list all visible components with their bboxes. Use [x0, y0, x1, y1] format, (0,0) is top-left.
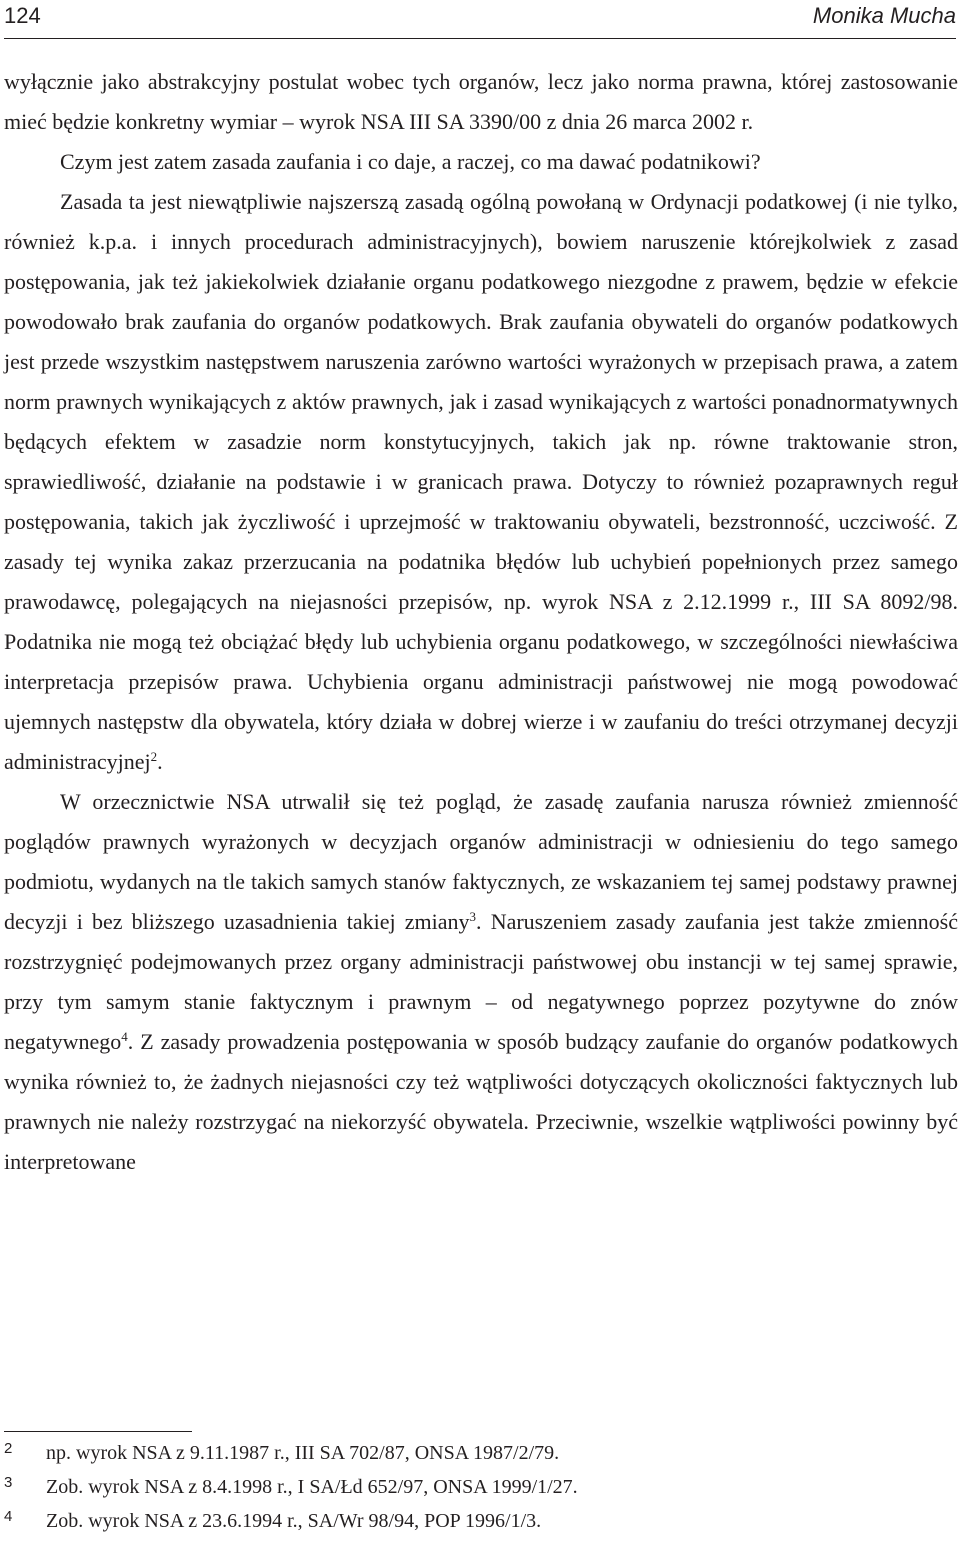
- paragraph-text: . Z zasady prowadzenia postępowania w sposób budzący zaufanie do organów podatkowych wynika również to, że żadnych niejasności czy też wątpliwości dotyczących okoliczności faktycznych lub prawnych nie należy rozstrzygać na niekorzyść obywatela. Przeciwnie, wszelkie wątpliwości powinny być interpretowane: [4, 1029, 958, 1174]
- paragraph-principle: [4, 182, 958, 782]
- footnote-text: Zob. wyrok NSA z 8.4.1998 r., I SA/Łd 652/97, ONSA 1999/1/27.: [46, 1476, 578, 1498]
- paragraph-continuation: [4, 62, 958, 142]
- paragraph-text: . Naruszeniem zasady zaufania jest także zmienność rozstrzygnięć podejmowanych przez organy administracji państwowej obu instancji w tej samej sprawie, przy tym samym stanie faktycznym i prawnym – od negatywnego poprzez pozytywne do znów negatywnego: [4, 909, 958, 1054]
- footnote-item: [4, 1440, 944, 1474]
- main-text: [4, 62, 958, 1182]
- footnote-number: 3: [4, 1474, 13, 1491]
- running-head-author: Monika Mucha: [812, 3, 956, 28]
- footnote-item: [4, 1508, 944, 1542]
- footnote-number: 2: [4, 1440, 13, 1457]
- footnote-number: 4: [4, 1508, 13, 1525]
- page-header: [4, 0, 956, 39]
- footnote-item: [4, 1474, 944, 1508]
- footnotes: [4, 1440, 944, 1542]
- footnote-text: Zob. wyrok NSA z 23.6.1994 r., SA/Wr 98/94, POP 1996/1/3.: [46, 1510, 542, 1532]
- page-number: 124: [4, 3, 41, 28]
- paragraph-jurisprudence: [4, 782, 958, 1182]
- footnote-ref-3[interactable]: 3: [469, 909, 477, 924]
- paragraph-punctuation: .: [157, 749, 163, 774]
- footnote-ref-4[interactable]: 4: [121, 1029, 128, 1044]
- footnote-text: np. wyrok NSA z 9.11.1987 r., III SA 702/87, ONSA 1987/2/79.: [46, 1442, 560, 1464]
- footnote-ref-2[interactable]: 2: [150, 749, 158, 764]
- paragraph-question: [4, 142, 958, 182]
- footnote-divider: [4, 1431, 192, 1432]
- paragraph-text: Zasada ta jest niewątpliwie najszerszą zasadą ogólną powołaną w Ordynacji podatkowej (i nie tylko, również k.p.a. i innych procedurach administracyjnych), bowiem naruszenie którejkolwiek z zasad postępowania, jak też jakiekolwiek działanie organu podatkowego niezgodne z prawem, będzie w efekcie powodowało brak zaufania do organów podatkowych. Brak zaufania obywateli do organów podatkowych jest przede wszystkim następstwem naruszenia zarówno wartości wyrażonych w przepisach prawa, a zatem norm prawnych wynikających z aktów prawnych, jak i zasad wynikających z wartości ponadnormatywnych będących efektem w zasadzie norm konstytucyjnych, takich jak np. równe traktowanie stron, sprawiedliwość, działanie na podstawie i w granicach prawa. Dotyczy to również pozaprawnych reguł postępowania, takich jak życzliwość i uprzejmość w traktowaniu obywateli, bezstronność, uczciwość. Z zasady tej wynika zakaz przerzucania na podatnika błędów lub uchybień popełnionych przez samego prawodawcę, polegających na niejasności przepisów, np. wyrok NSA z 2.12.1999 r., III SA 8092/98. Podatnika nie mogą też obciążać błędy lub uchybienia organu podatkowego, w szczególności niewłaściwa interpretacja przepisów prawa. Uchybienia organu administracji państwowej nie mogą powodować ujemnych następstw dla obywatela, który działa w dobrej wierze i w zaufaniu do treści otrzymanej decyzji administracyjnej: [4, 189, 958, 774]
- paragraph-text: wyłącznie jako abstrakcyjny postulat wobec tych organów, lecz jako norma prawna, której zastosowanie mieć będzie konkretny wymiar – wyrok NSA III SA 3390/00 z dnia 26 marca 2002 r.: [4, 69, 958, 134]
- paragraph-text: W orzecznictwie NSA utrwalił się też pogląd, że zasadę zaufania narusza również zmienność poglądów prawnych wyrażonych w decyzjach organów administracji w odniesieniu do tego samego podmiotu, wydanych na tle takich samych stanów faktycznych, ze wskazaniem tej samej podstawy prawnej decyzji i bez bliższego uzasadnienia takiej zmiany: [4, 789, 958, 934]
- paragraph-text: Czym jest zatem zasada zaufania i co daje, a raczej, co ma dawać podatnikowi?: [60, 149, 761, 174]
